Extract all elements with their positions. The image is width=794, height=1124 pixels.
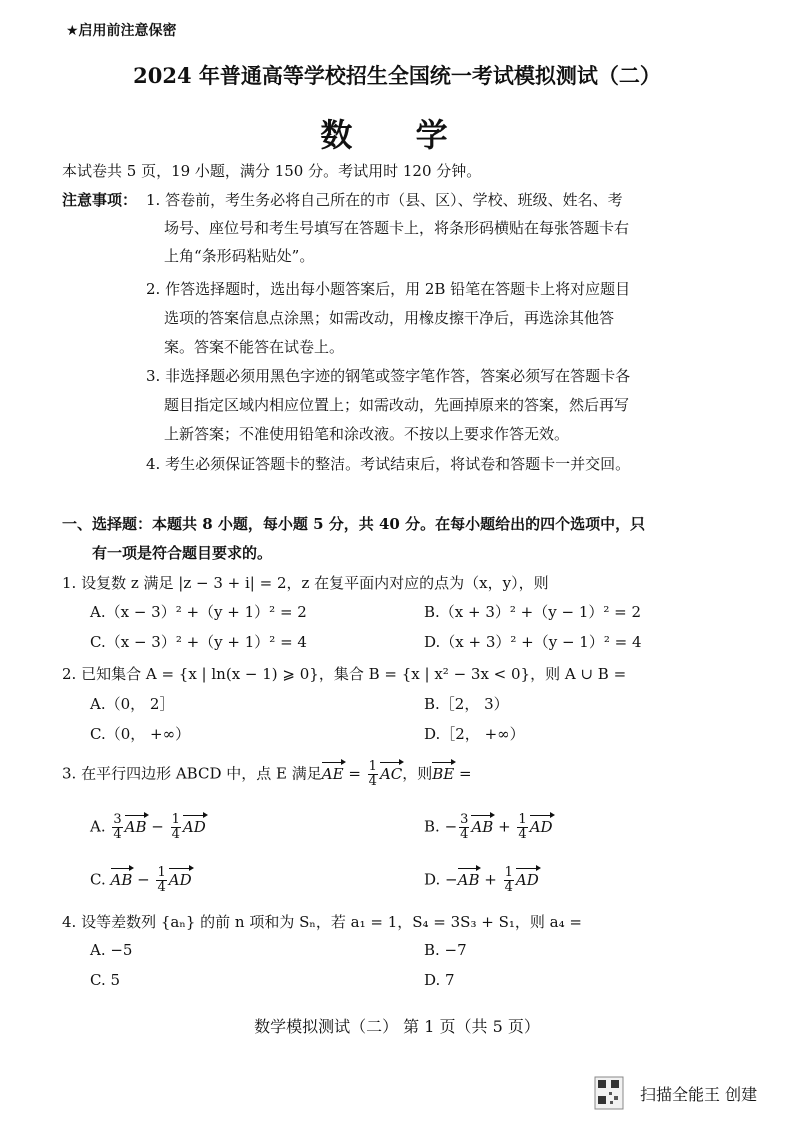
vector-ad: AD bbox=[168, 870, 192, 889]
vector-be: BE bbox=[432, 764, 455, 783]
question-1-option-a: A.（x − 3）² +（y + 1）² = 2 bbox=[90, 603, 307, 621]
option-label: B. bbox=[424, 817, 440, 836]
note-3-line-2: 题目指定区域内相应位置上；如需改动，先画掉原来的答案，然后再写 bbox=[164, 396, 630, 414]
question-4-option-a: A. −5 bbox=[90, 941, 133, 959]
question-4-option-b: B. −7 bbox=[424, 941, 467, 959]
question-3-option-c bbox=[90, 866, 192, 895]
page-footer: 数学模拟测试（二） 第 1 页（共 5 页） bbox=[254, 1017, 540, 1036]
scanner-logo-icon bbox=[594, 1076, 624, 1110]
fraction-denominator: 4 bbox=[157, 880, 166, 895]
confidential-label: ★启用前注意保密 bbox=[66, 23, 177, 39]
fraction-numerator: 1 bbox=[157, 865, 166, 880]
fraction bbox=[156, 866, 166, 895]
fraction-numerator: 1 bbox=[368, 759, 377, 774]
question-4-option-c: C. 5 bbox=[90, 971, 121, 989]
fraction-numerator: 1 bbox=[504, 865, 513, 880]
fraction-denominator: 4 bbox=[518, 827, 527, 842]
option-label: A. bbox=[90, 817, 106, 836]
note-3-line-3: 上新答案；不准使用铅笔和涂改液。不按以上要求作答无效。 bbox=[164, 425, 570, 443]
question-3-stem bbox=[62, 760, 472, 789]
note-1-line-2: 场号、座位号和考生号填写在答题卡上，将条形码横贴在每张答题卡右 bbox=[164, 219, 630, 237]
question-2-stem: 2. 已知集合 A = {x | ln(x − 1) ⩾ 0}，集合 B = {x | x² − 3x < 0}，则 A ∪ B = bbox=[62, 665, 627, 683]
fraction-numerator: 1 bbox=[171, 812, 180, 827]
note-2-line-1: 2. 作答选择题时，选出每小题答案后，用 2B 铅笔在答题卡上将对应题目 bbox=[146, 280, 631, 298]
fraction-numerator: 3 bbox=[460, 812, 469, 827]
question-1-option-b: B.（x + 3）² +（y − 1）² = 2 bbox=[424, 603, 642, 621]
q3-stem-text: 3. 在平行四边形 ABCD 中，点 E 满足 bbox=[62, 764, 322, 783]
fraction-denominator: 4 bbox=[171, 827, 180, 842]
question-2-option-c: C.（0， +∞） bbox=[90, 725, 191, 743]
fraction bbox=[368, 760, 378, 789]
fraction-numerator: 1 bbox=[518, 812, 527, 827]
question-2-option-d: D.［2， +∞） bbox=[424, 725, 525, 743]
q3-stem-end: = bbox=[454, 764, 472, 783]
section-heading-line-1: 一、选择题：本题共 8 小题，每小题 5 分，共 40 分。在每小题给出的四个选项中，只 bbox=[62, 515, 646, 533]
vector-ab: AB bbox=[457, 870, 480, 889]
scanner-watermark: 扫描全能王 创建 bbox=[640, 1085, 758, 1104]
question-2-option-b: B.［2， 3） bbox=[424, 695, 509, 713]
option-label: D. bbox=[424, 870, 441, 889]
fraction-denominator: 4 bbox=[460, 827, 469, 842]
operator: + bbox=[493, 817, 516, 836]
note-2-line-2: 选项的答案信息点涂黑；如需改动，用橡皮擦干净后，再选涂其他答 bbox=[164, 309, 615, 327]
question-3-option-d bbox=[424, 866, 539, 895]
fraction-denominator: 4 bbox=[504, 880, 513, 895]
question-1-stem: 1. 设复数 z 满足 |z − 3 + i| = 2，z 在复平面内对应的点为（x，y），则 bbox=[62, 574, 549, 592]
operator: − bbox=[445, 870, 458, 889]
question-3-option-a bbox=[90, 813, 206, 842]
fraction bbox=[504, 866, 514, 895]
vector-ad: AD bbox=[529, 817, 553, 836]
question-4-option-d: D. 7 bbox=[424, 971, 455, 989]
question-1-option-c: C.（x − 3）² +（y + 1）² = 4 bbox=[90, 633, 307, 651]
question-1-option-d: D.（x + 3）² +（y − 1）² = 4 bbox=[424, 633, 642, 651]
fraction bbox=[459, 813, 469, 842]
exam-intro: 本试卷共 5 页，19 小题，满分 150 分。考试用时 120 分钟。 bbox=[62, 162, 482, 180]
vector-ab: AB bbox=[124, 817, 147, 836]
fraction bbox=[171, 813, 181, 842]
note-1-line-1: 1. 答卷前，考生务必将自己所在的市（县、区）、学校、班级、姓名、考 bbox=[146, 191, 623, 209]
note-2-line-3: 案。答案不能答在试卷上。 bbox=[164, 338, 345, 356]
vector-ae: AE bbox=[321, 764, 344, 783]
q3-equals: = bbox=[343, 764, 366, 783]
operator: − bbox=[132, 870, 155, 889]
notes-label: 注意事项： bbox=[62, 191, 138, 209]
vector-ad: AD bbox=[182, 817, 206, 836]
section-heading-line-2: 有一项是符合题目要求的。 bbox=[92, 544, 273, 562]
vector-ab: AB bbox=[471, 817, 494, 836]
subject-title: 数 学 bbox=[320, 116, 474, 154]
operator: − bbox=[444, 817, 458, 836]
note-1-line-3: 上角“条形码粘贴处”。 bbox=[164, 247, 315, 265]
fraction-numerator: 3 bbox=[113, 812, 122, 827]
question-2-option-a: A.（0， 2］ bbox=[90, 695, 175, 713]
fraction-denominator: 4 bbox=[368, 774, 377, 789]
exam-title: 2024 年普通高等学校招生全国统一考试模拟测试（二） bbox=[133, 63, 661, 88]
operator: + bbox=[479, 870, 502, 889]
note-3-line-1: 3. 非选择题必须用黑色字迹的钢笔或签字笔作答，答案必须写在答题卡各 bbox=[146, 367, 631, 385]
fraction bbox=[112, 813, 122, 842]
option-label: C. bbox=[90, 870, 106, 889]
vector-ac: AC bbox=[379, 764, 403, 783]
fraction-denominator: 4 bbox=[113, 827, 122, 842]
note-4-line-1: 4. 考生必须保证答题卡的整洁。考试结束后，将试卷和答题卡一并交回。 bbox=[146, 455, 631, 473]
question-4-stem: 4. 设等差数列 {aₙ} 的前 n 项和为 Sₙ，若 a₁ = 1，S₄ = 3S₃ + S₁，则 a₄ = bbox=[62, 913, 582, 931]
fraction bbox=[517, 813, 527, 842]
q3-stem-mid: ，则 bbox=[402, 764, 433, 783]
operator: − bbox=[146, 817, 169, 836]
question-3-option-b bbox=[424, 813, 553, 842]
vector-ab: AB bbox=[110, 870, 133, 889]
vector-ad: AD bbox=[515, 870, 539, 889]
